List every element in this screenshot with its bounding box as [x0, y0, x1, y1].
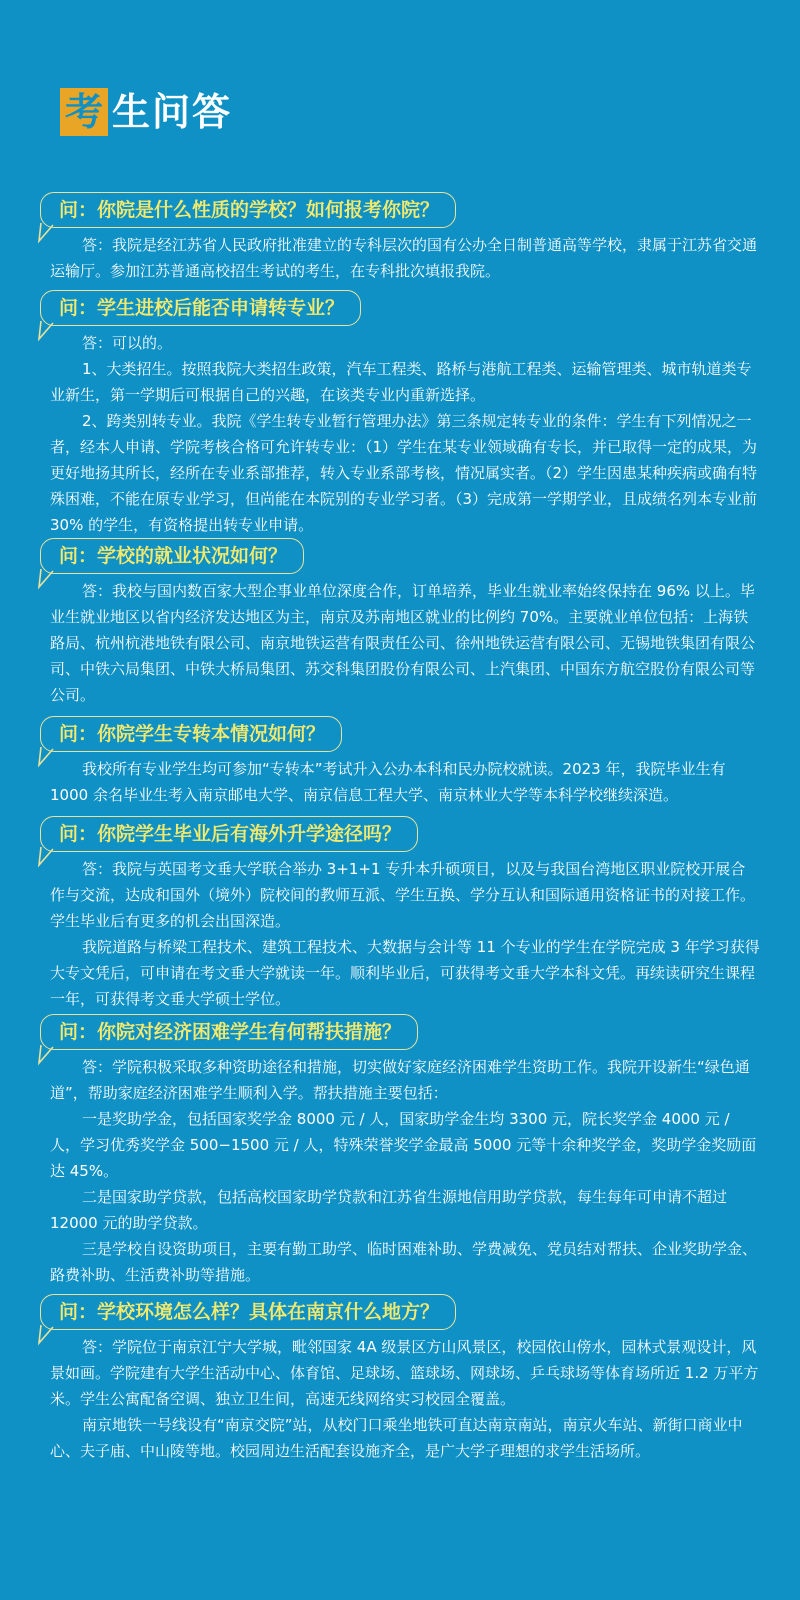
question-text: 问：学生进校后能否申请转专业？: [59, 297, 345, 319]
header-first-char: 考: [60, 88, 108, 136]
answer-paragraph: 二是国家助学贷款，包括高校国家助学贷款和江苏省生源地信用助学贷款，每生每年可申请不超过 12000 元的助学贷款。: [50, 1188, 728, 1232]
question-bubble: [40, 1294, 456, 1330]
answer-paragraph: 三是学校自设资助项目，主要有勤工助学、临时困难补助、学费减免、党员结对帮扶、企业奖助学金、路费补助、生活费补助等措施。: [50, 1240, 758, 1284]
answer-paragraph: 答：我院与英国考文垂大学联合举办 3+1+1 专升本升硕项目，以及与我国台湾地区职业院校开展合作与交流，达成和国外（境外）院校间的教师互派、学生互换、学分互认和国际通用资格证书的对接工作。学生毕业后有更多的机会出国深造。: [50, 860, 756, 930]
answer-paragraph: 答：学院位于南京江宁大学城，毗邻国家 4A 级景区方山风景区，校园依山傍水，园林式景观设计，风景如画。学院建有大学生活动中心、体育馆、足球场、篮球场、网球场、乒乓球场等体育场所近 1.2 万平方米。学生公寓配备空调、独立卫生间，高速无线网络实习校园全覆盖。: [50, 1338, 759, 1408]
question-bubble: [40, 290, 361, 326]
question-bubble: [40, 716, 342, 752]
answer-paragraph: 答：我院是经江苏省人民政府批准建立的专科层次的国有公办全日制普通高等学校，隶属于江苏省交通运输厅。参加江苏普通高校招生考试的考生，在专科批次填报我院。: [50, 236, 758, 280]
header-title: 生问答: [112, 90, 233, 134]
answer-paragraph: 南京地铁一号线设有“南京交院”站，从校门口乘坐地铁可直达南京南站，南京火车站、新街口商业中心、夫子庙、中山陵等地。校园周边生活配套设施齐全，是广大学子理想的求学生活场所。: [50, 1416, 743, 1460]
question-text: 问：你院学生毕业后有海外升学途径吗？: [59, 823, 402, 845]
answer-paragraph: 答：可以的。: [82, 334, 173, 352]
answer-paragraph: 答：我校与国内数百家大型企事业单位深度合作，订单培养，毕业生就业率始终保持在 96% 以上。毕业生就业地区以省内经济发达地区为主，南京及苏南地区就业的比例约 70%。主要就业单位包括：上海铁路局、杭州杭港地铁有限公司、南京地铁运营有限责任公司、徐州地铁运营有限公司、无锡地铁集团有限公司、中铁六局集团、中铁大桥局集团、苏交科集团股份有限公司、上汽集团、中国东方航空股份有限公司等公司。: [50, 582, 756, 704]
answer-paragraph: 1、大类招生。按照我院大类招生政策，汽车工程类、路桥与港航工程类、运输管理类、城市轨道类专业新生，第一学期后可根据自己的兴趣，在该类专业内重新选择。: [50, 360, 752, 404]
bubble-tail-icon: [39, 223, 59, 243]
qa-item: [40, 816, 760, 1012]
question-bubble: [40, 538, 304, 574]
bubble-tail-icon: [39, 747, 59, 767]
question-bubble: [40, 192, 456, 228]
answer-paragraph: 答：学院积极采取多种资助途径和措施，切实做好家庭经济困难学生资助工作。我院开设新生“绿色通道”，帮助家庭经济困难学生顺利入学。帮扶措施主要包括：: [50, 1058, 750, 1102]
question-text: 问：你院对经济困难学生有何帮扶措施？: [59, 1021, 402, 1043]
question-text: 问：你院是什么性质的学校？如何报考你院？: [59, 199, 440, 221]
question-bubble: [40, 1014, 418, 1050]
answer: [40, 1334, 760, 1464]
qa-item: [40, 1294, 760, 1464]
qa-item: [40, 192, 760, 284]
answer: [40, 578, 760, 708]
question-text: 问：你院学生专转本情况如何？: [59, 723, 326, 745]
bubble-tail-icon: [39, 1325, 59, 1345]
answer-paragraph: 我院道路与桥梁工程技术、建筑工程技术、大数据与会计等 11 个专业的学生在学院完成 3 年学习获得大专文凭后，可申请在考文垂大学就读一年。顺利毕业后，可获得考文垂大学本科文凭。再续读研究生课程一年，可获得考文垂大学硕士学位。: [50, 938, 760, 1008]
qa-item: [40, 290, 760, 538]
qa-item: [40, 538, 760, 708]
answer-paragraph: 一是奖助学金，包括国家奖学金 8000 元 / 人，国家助学金生均 3300 元，院长奖学金 4000 元 / 人，学习优秀奖学金 500−1500 元 / 人，特殊荣誉奖学金最高 5000 元等十余种奖学金，奖助学金奖励面达 45%。: [50, 1110, 757, 1180]
question-bubble: [40, 816, 418, 852]
answer: [40, 1054, 760, 1288]
bubble-tail-icon: [39, 847, 59, 867]
answer-paragraph: 2、跨类别转专业。我院《学生转专业暂行管理办法》第三条规定转专业的条件：学生有下列情况之一者，经本人申请、学院考核合格可允许转专业：（1）学生在某专业领域确有专长，并已取得一定的成果，为更好地扬其所长，经所在专业系部推荐，转入专业系部考核，情况属实者。（2）学生因患某种疾病或确有特殊困难，不能在原专业学习，但尚能在本院别的专业学习者。（3）完成第一学期学业，且成绩名列本专业前 30% 的学生，有资格提出转专业申请。: [50, 412, 758, 534]
answer: [40, 232, 760, 284]
qa-item: [40, 716, 760, 808]
answer: [40, 756, 760, 808]
bubble-tail-icon: [39, 569, 59, 589]
answer: [40, 330, 760, 538]
qa-item: [40, 1014, 760, 1288]
answer-paragraph: 我校所有专业学生均可参加“专转本”考试升入公办本科和民办院校就读。2023 年，我院毕业生有 1000 余名毕业生考入南京邮电大学、南京信息工程大学、南京林业大学等本科学校继续深造。: [50, 760, 726, 804]
bubble-tail-icon: [39, 321, 59, 341]
question-text: 问：学校的就业状况如何？: [59, 545, 288, 567]
bubble-tail-icon: [39, 1045, 59, 1065]
question-text: 问：学校环境怎么样？具体在南京什么地方？: [59, 1301, 440, 1323]
answer: [40, 856, 760, 1012]
